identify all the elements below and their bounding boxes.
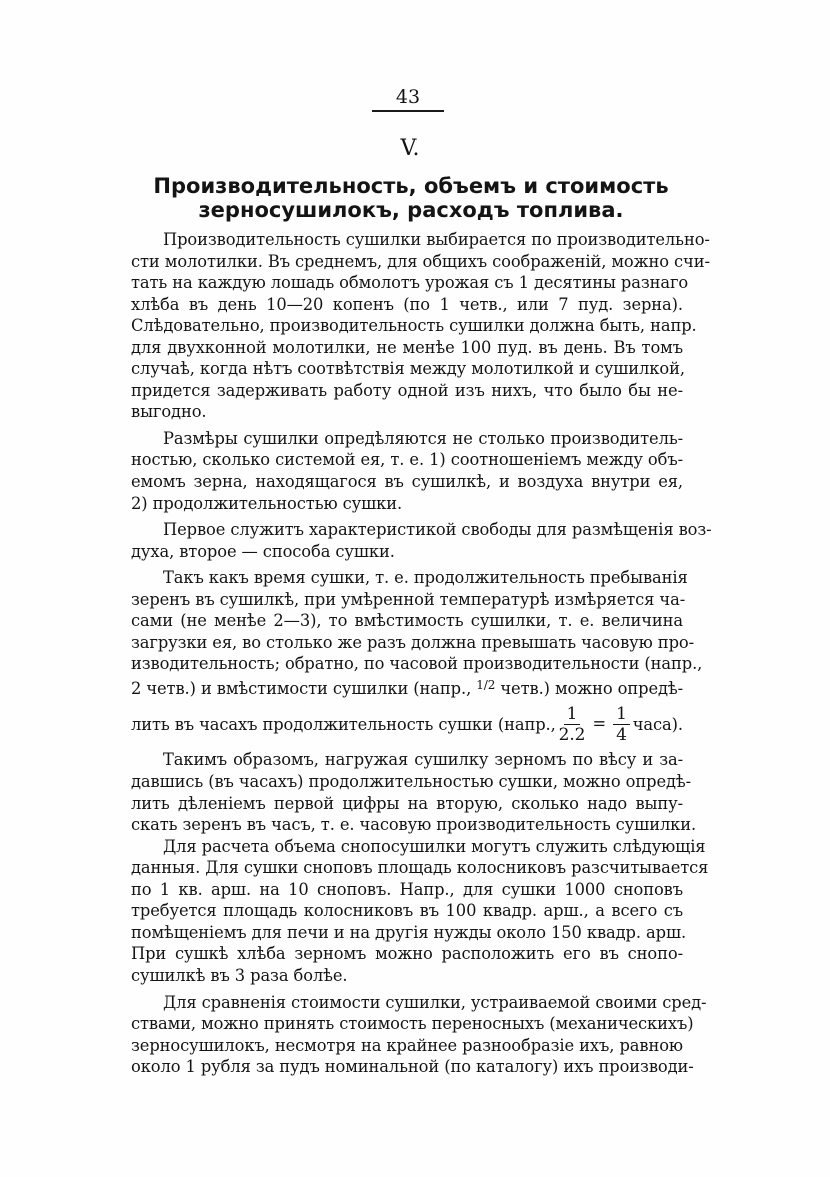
- text-line-with-fraction: [131, 675, 683, 700]
- text-line: требуется площадь колосниковъ въ 100 квадр. арш., а всего съ: [131, 901, 683, 921]
- text-line: скать зеренъ въ часъ, т. е. часовую производительность сушилки.: [131, 815, 697, 835]
- text-line: около 1 рубля за пудъ номинальной (по каталогу) ихъ производи-: [131, 1057, 694, 1077]
- formula-suffix: часа).: [632, 714, 683, 734]
- text-line: случаѣ, когда нѣтъ соотвѣтствія между молотилкой и сушилкой,: [131, 359, 685, 379]
- equals-sign: =: [592, 713, 606, 733]
- text-line: Для сравненія стоимости сушилки, устраиваемой своими сред-: [163, 992, 707, 1012]
- half-fraction: 1/2: [476, 677, 496, 692]
- chapter-number: V.: [400, 136, 420, 161]
- fraction: [613, 704, 630, 745]
- paragraph: [131, 749, 697, 835]
- text-line: придется задерживать работу одной изъ нихъ, что было бы не-: [131, 380, 683, 400]
- text-line: для двухконной молотилки, не менѣе 100 пуд. въ день. Въ томъ: [131, 337, 683, 357]
- paragraph: [131, 428, 683, 514]
- formula-line: [131, 699, 683, 749]
- fraction-numerator: 1: [564, 704, 581, 725]
- text-line: При сушкѣ хлѣба зерномъ можно расположить его въ снопо-: [131, 944, 683, 964]
- text-line: Слѣдовательно, производительность сушилки должна быть, напр.: [131, 316, 697, 336]
- fraction: [559, 704, 586, 745]
- paragraph: [131, 992, 707, 1078]
- text-line: хлѣба въ день 10—20 копенъ (по 1 четв., или 7 пуд. зерна).: [131, 294, 683, 314]
- paragraph: [131, 519, 712, 562]
- formula-prefix: лить въ часахъ продолжительность сушки (напр.,: [131, 714, 556, 734]
- text-line: духа, второе — способа сушки.: [131, 541, 395, 561]
- section-title-line-1: Производительность, объемъ и стоимость: [153, 174, 669, 198]
- text-line: зеренъ въ сушилкѣ, при умѣренной температурѣ измѣряется ча-: [131, 589, 686, 609]
- text-line: Первое служитъ характеристикой свободы для размѣщенія воз-: [163, 520, 712, 540]
- text-line: сти молотилки. Въ среднемъ, для общихъ соображеній, можно счи-: [131, 251, 710, 271]
- text-line: Такъ какъ время сушки, т. е. продолжительность пребыванія: [163, 568, 688, 588]
- text-fragment: 2 четв.) и вмѣстимости сушилки (напр.,: [131, 678, 472, 698]
- paragraph: [131, 567, 703, 749]
- text-line: ностью, сколько системой ея, т. е. 1) соотношеніемъ между объ-: [131, 450, 683, 470]
- text-line: загрузки ея, во столько же разъ должна превышать часовую про-: [131, 632, 694, 652]
- text-line: зерносушилокъ, несмотря на крайнее разнообразіе ихъ, равною: [131, 1035, 683, 1055]
- text-line: Для расчета объема снопосушилки могутъ служить слѣдующія: [163, 836, 706, 856]
- body-text: [131, 229, 712, 1078]
- text-line: сушилкѣ въ 3 раза болѣе.: [131, 965, 348, 985]
- text-line: по 1 кв. арш. на 10 сноповъ. Напр., для сушки 1000 сноповъ: [131, 879, 683, 899]
- fraction-denominator: 4: [616, 724, 627, 745]
- text-line: выгодно.: [131, 402, 207, 422]
- section-title-line-2: зерносушилокъ, расходъ топлива.: [198, 198, 624, 222]
- text-line: Производительность сушилки выбирается по производительно-: [163, 230, 710, 249]
- fraction-numerator: 1: [613, 704, 630, 725]
- paragraph: [131, 229, 710, 423]
- text-line: емомъ зерна, находящагося въ сушилкѣ, и воздуха внутри ея,: [131, 472, 683, 492]
- text-line: Размѣры сушилки опредѣляются не столько производитель-: [163, 428, 683, 448]
- paragraph: [131, 836, 709, 987]
- text-fragment: четв.) можно опредѣ-: [500, 678, 684, 698]
- text-line: Такимъ образомъ, нагружая сушилку зерномъ по вѣсу и за-: [163, 750, 683, 770]
- text-line: ствами, можно принять стоимость переносныхъ (механическихъ): [131, 1014, 694, 1034]
- text-line: помѣщеніемъ для печи и на другія нужды около 150 квадр. арш.: [131, 922, 687, 942]
- page-number: 43: [372, 86, 444, 112]
- section-title: [128, 174, 694, 222]
- text-line: тать на каждую лошадь обмолотъ урожая съ 1 десятины разнаго: [131, 273, 689, 293]
- text-line: лить дѣленіемъ первой цифры на вторую, сколько надо выпу-: [131, 793, 683, 813]
- formula: [557, 704, 632, 745]
- text-line: 2) продолжительностью сушки.: [131, 493, 403, 513]
- text-line: изводительность; обратно, по часовой производительности (напр.,: [131, 654, 703, 674]
- text-line: сами (не менѣе 2—3), то вмѣстимость сушилки, т. е. величина: [131, 611, 683, 631]
- text-line: давшись (въ часахъ) продолжительностью сушки, можно опредѣ-: [131, 772, 692, 792]
- text-line: данныя. Для сушки сноповъ площадь колосниковъ разсчитывается: [131, 858, 709, 878]
- fraction-denominator: 2.2: [558, 724, 586, 745]
